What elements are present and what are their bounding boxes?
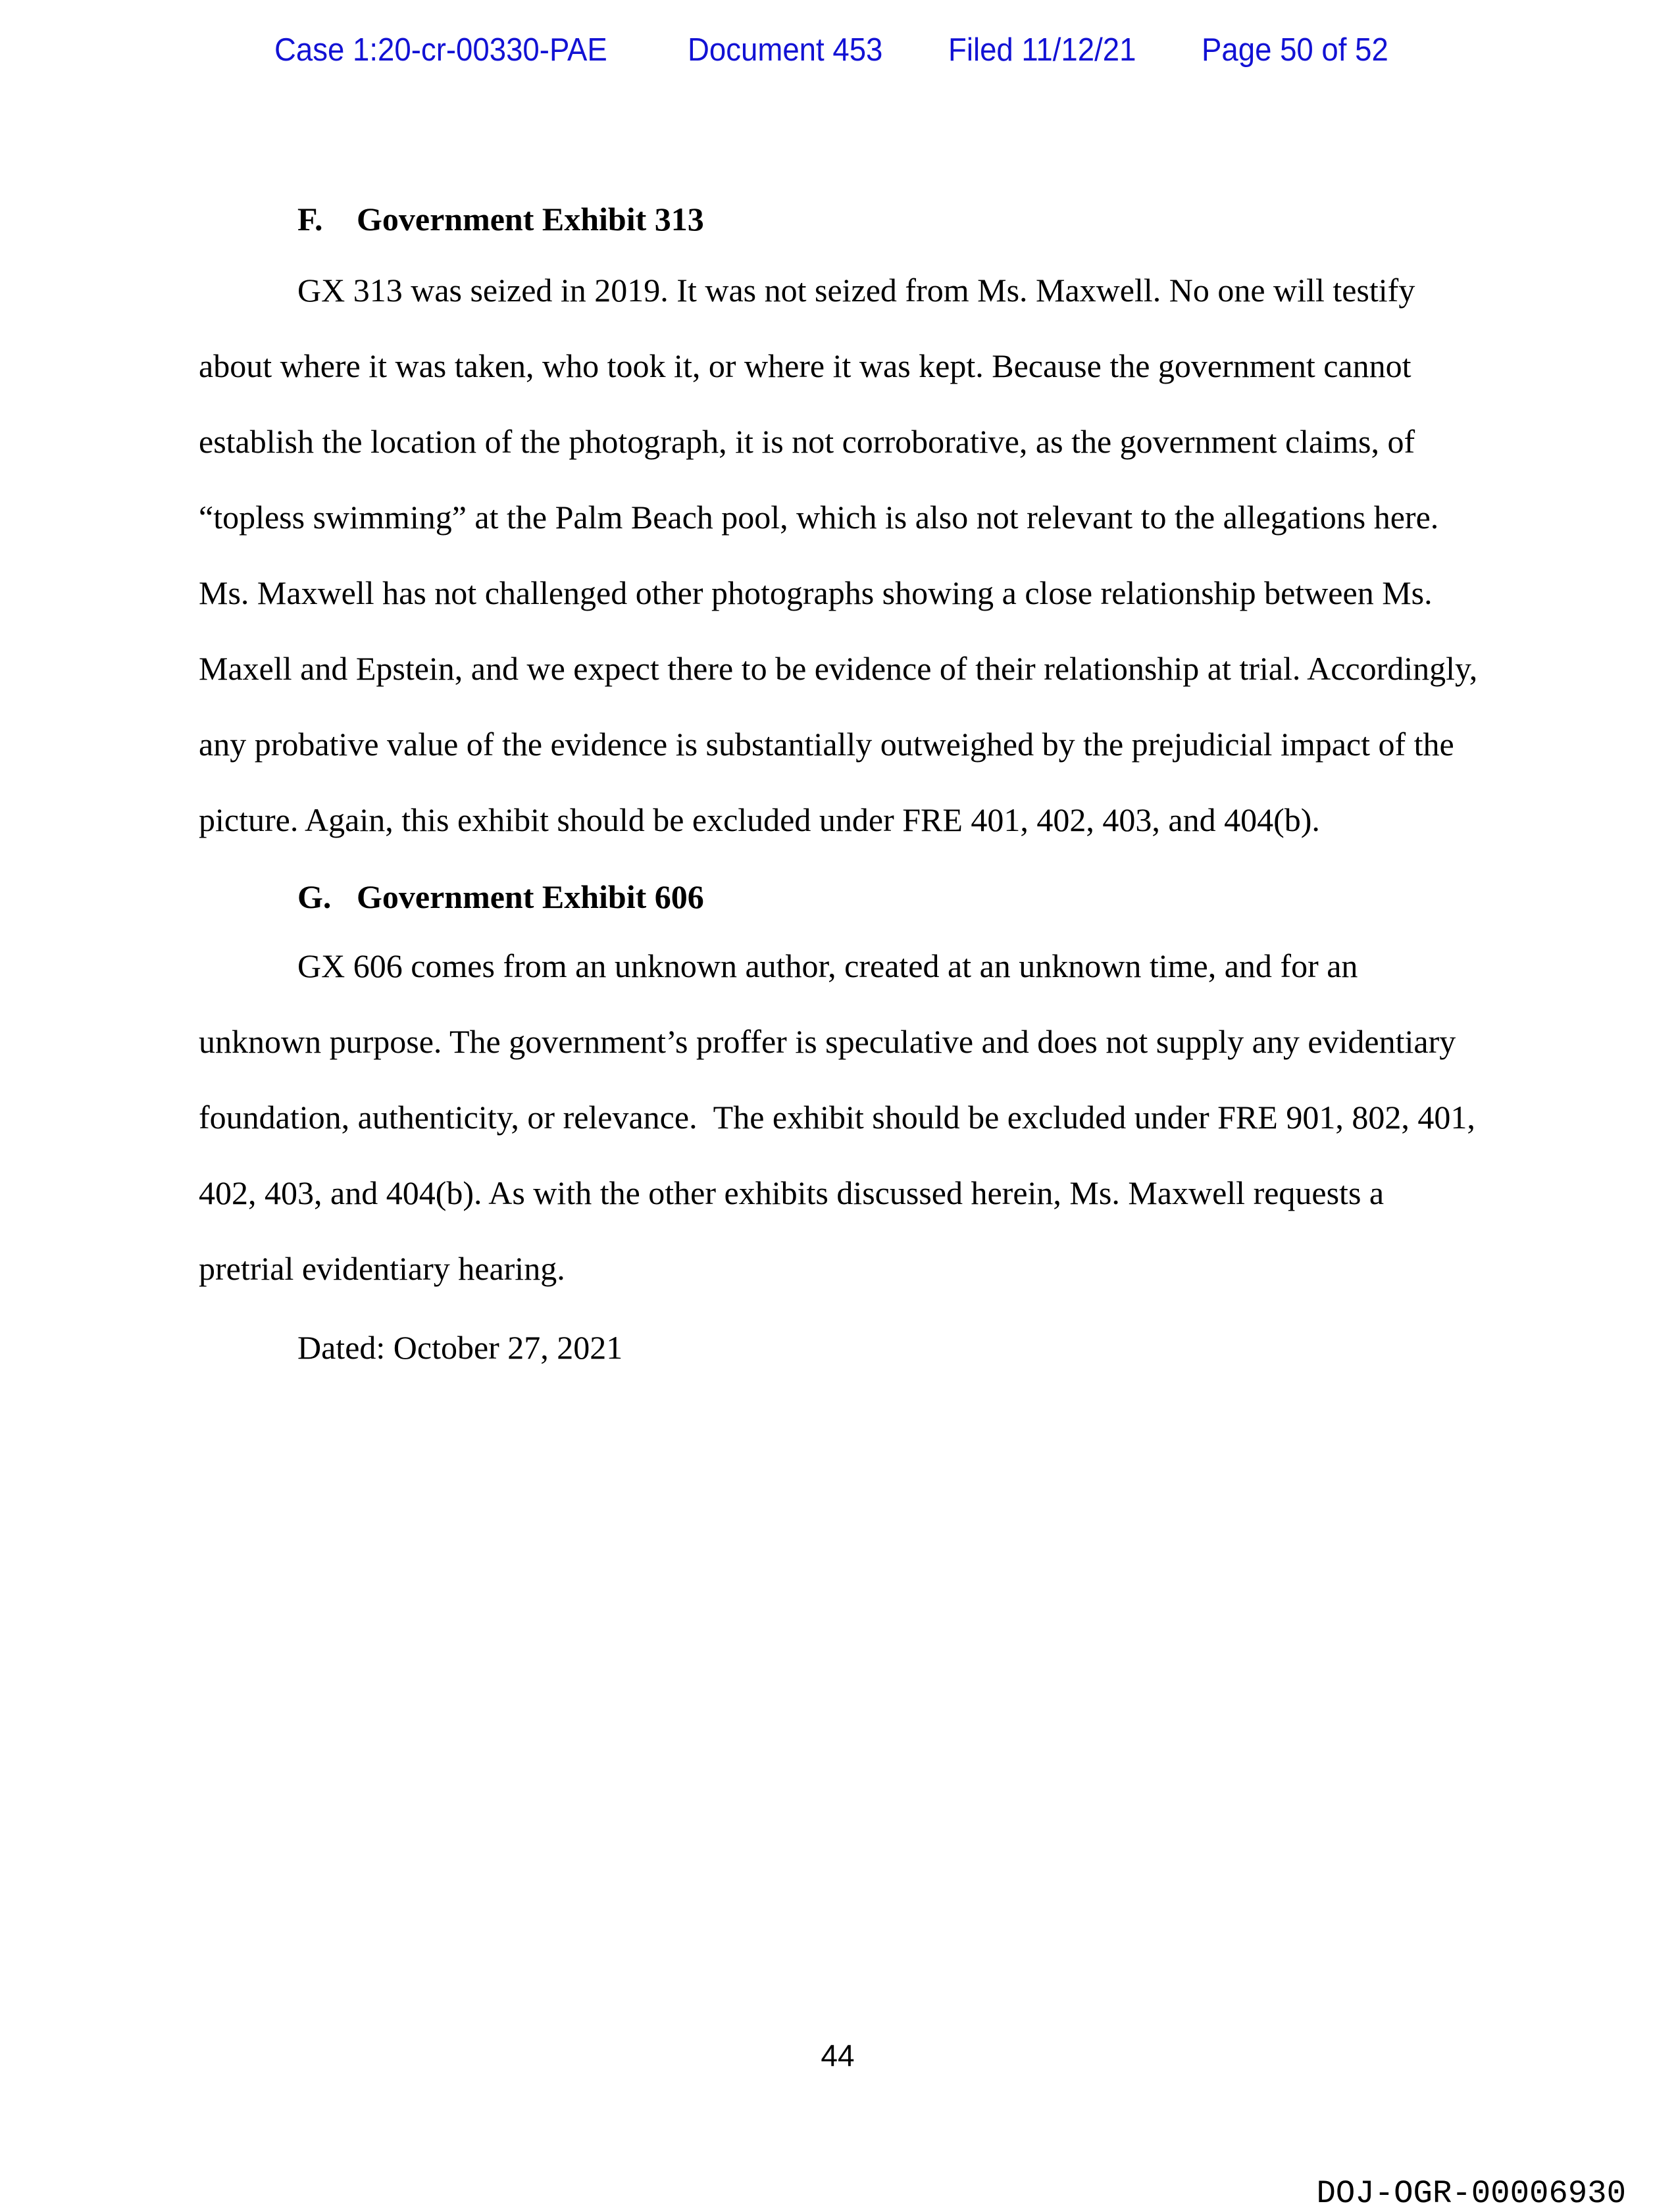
section-letter: G. (297, 878, 332, 915)
body-line: Maxell and Epstein, and we expect there to be evidence of their relationship at trial. Accordingly, (199, 650, 1478, 687)
body-line: establish the location of the photograph, it is not corroborative, as the government claims, of (199, 423, 1415, 460)
dated-line: Dated: October 27, 2021 (297, 1329, 623, 1366)
section-title: Government Exhibit 313 (357, 201, 704, 238)
header-filed-date: Filed 11/12/21 (948, 32, 1136, 68)
body-line: 402, 403, and 404(b). As with the other exhibits discussed herein, Ms. Maxwell requests a (199, 1174, 1385, 1211)
body-line: GX 606 comes from an unknown author, created at an unknown time, and for an (297, 947, 1358, 984)
body-line: “topless swimming” at the Palm Beach pool, which is also not relevant to the allegations here. (199, 499, 1439, 536)
body-line: Ms. Maxwell has not challenged other photographs showing a close relationship between Ms. (199, 574, 1433, 611)
body-line: about where it was taken, who took it, or where it was kept. Because the government cannot (199, 347, 1411, 384)
body-line: pretrial evidentiary hearing. (199, 1250, 565, 1287)
header-document-number: Document 453 (688, 32, 883, 68)
section-title: Government Exhibit 606 (357, 878, 704, 915)
body-line: picture. Again, this exhibit should be excluded under FRE 401, 402, 403, and 404(b). (199, 801, 1320, 838)
section-heading-g (297, 880, 704, 913)
header-page-count: Page 50 of 52 (1202, 32, 1388, 68)
bates-number: DOJ-OGR-00006930 (1316, 2175, 1626, 2212)
page-number: 44 (821, 2038, 855, 2073)
section-letter: F. (297, 201, 323, 238)
body-line: foundation, authenticity, or relevance. The exhibit should be excluded under FRE 901, 802, 401, (199, 1099, 1475, 1136)
body-line: any probative value of the evidence is substantially outweighed by the prejudicial impact of the (199, 726, 1454, 763)
header-case-number: Case 1:20-cr-00330-PAE (274, 32, 607, 68)
body-line: GX 313 was seized in 2019. It was not seized from Ms. Maxwell. No one will testify (297, 272, 1415, 309)
section-heading-f (297, 203, 704, 236)
body-line: unknown purpose. The government’s proffer is speculative and does not supply any evidentiary (199, 1023, 1456, 1060)
